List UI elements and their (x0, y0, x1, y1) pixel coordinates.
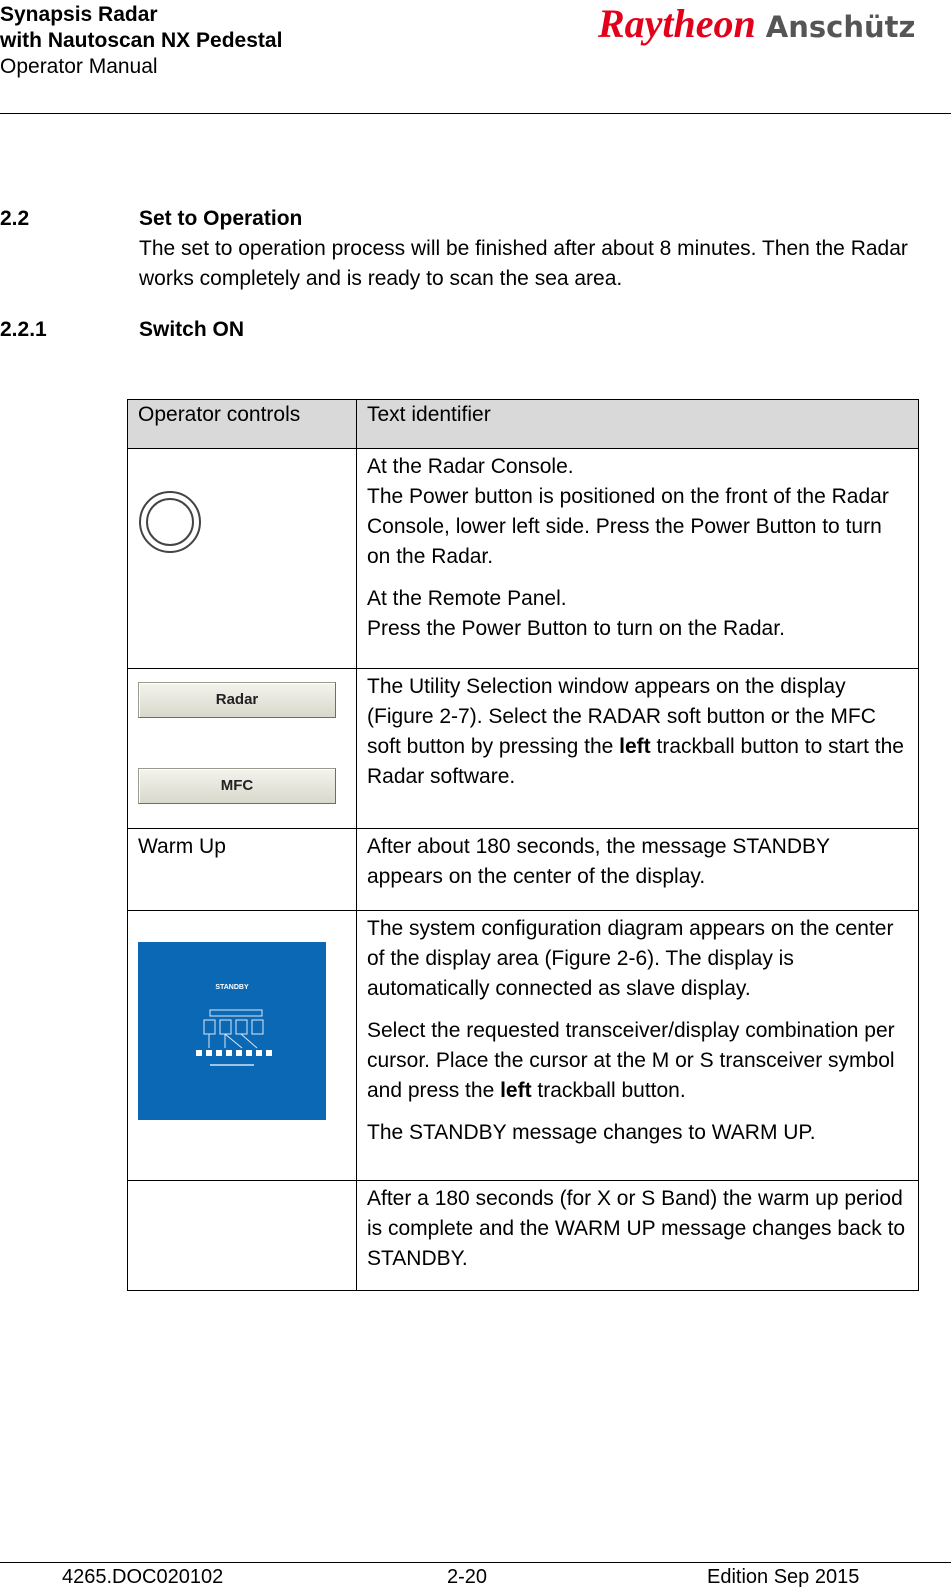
table-row (128, 829, 919, 911)
logo-anschutz-text: Anschütz (765, 10, 916, 44)
footer-page-number: 2-20 (447, 1566, 488, 1588)
standby-label: STANDBY (215, 984, 249, 991)
subsection-number: 2.2.1 (0, 318, 47, 341)
control-cell (128, 1181, 357, 1291)
header-operator-controls: Operator controls (128, 400, 357, 449)
utility-selection-paragraph: The Utility Selection window appears on the display (Figure 2-7). Select the RADAR soft button or the MFC soft button by pressing the left trackball button to start the Radar software. (367, 675, 904, 788)
text-cell (357, 911, 919, 1181)
text-cell (357, 669, 919, 829)
section-intro: The set to operation process will be finished after about 8 minutes. Then the Radar works completely and is ready to scan the sea area. (139, 237, 908, 290)
radar-soft-button[interactable]: Radar (138, 682, 336, 718)
section-number: 2.2 (0, 207, 30, 230)
subsection-title: Switch ON (139, 318, 245, 341)
header-product: Synapsis Radar (0, 3, 158, 26)
standby-display-image (138, 942, 326, 1120)
configuration-paragraph: The system configuration diagram appears on the center of the display area (Figure 2-6). The display is automatically connected as slave display. (367, 917, 894, 1000)
raytheon-anschutz-logo (598, 0, 915, 44)
table-row (128, 449, 919, 669)
section-title: Set to Operation (139, 207, 303, 230)
table-row (128, 911, 919, 1181)
header-text-identifier: Text identifier (357, 400, 919, 449)
control-cell (128, 669, 357, 829)
table-row (128, 669, 919, 829)
control-cell (128, 911, 357, 1181)
document-header (0, 2, 282, 80)
header-divider (0, 113, 951, 114)
control-cell: Warm Up (128, 829, 357, 911)
text-cell: After a 180 seconds (for X or S Band) the warm up period is complete and the WARM UP message changes back to STANDBY. (357, 1181, 919, 1291)
radar-console-paragraph: At the Radar Console. The Power button is positioned on the front of the Radar Console, lower left side. Press the Power Button to turn on the Radar. (367, 455, 889, 568)
text-cell: After about 180 seconds, the message STANDBY appears on the center of the display. (357, 829, 919, 911)
control-cell (128, 449, 357, 669)
mfc-soft-button[interactable]: MFC (138, 768, 336, 804)
switch-on-table (127, 399, 919, 1291)
footer-doc-number: 4265.DOC020102 (62, 1566, 224, 1588)
remote-panel-paragraph: At the Remote Panel. Press the Power Button to turn on the Radar. (367, 587, 785, 640)
header-product-variant: with Nautoscan NX Pedestal (0, 29, 283, 52)
footer-divider (0, 1562, 951, 1563)
logo-raytheon-text: Raytheon (598, 1, 756, 46)
header-manual-type: Operator Manual (0, 55, 158, 78)
footer-edition: Edition Sep 2015 (707, 1566, 860, 1588)
power-button-icon (138, 490, 202, 554)
warm-up-change-paragraph: The STANDBY message changes to WARM UP. (367, 1121, 816, 1144)
select-transceiver-paragraph: Select the requested transceiver/display combination per cursor. Place the cursor at the M or S transceiver symbol and press the left trackball button. (367, 1019, 895, 1102)
table-row (128, 1181, 919, 1291)
text-cell (357, 449, 919, 669)
table-header-row (128, 400, 919, 449)
